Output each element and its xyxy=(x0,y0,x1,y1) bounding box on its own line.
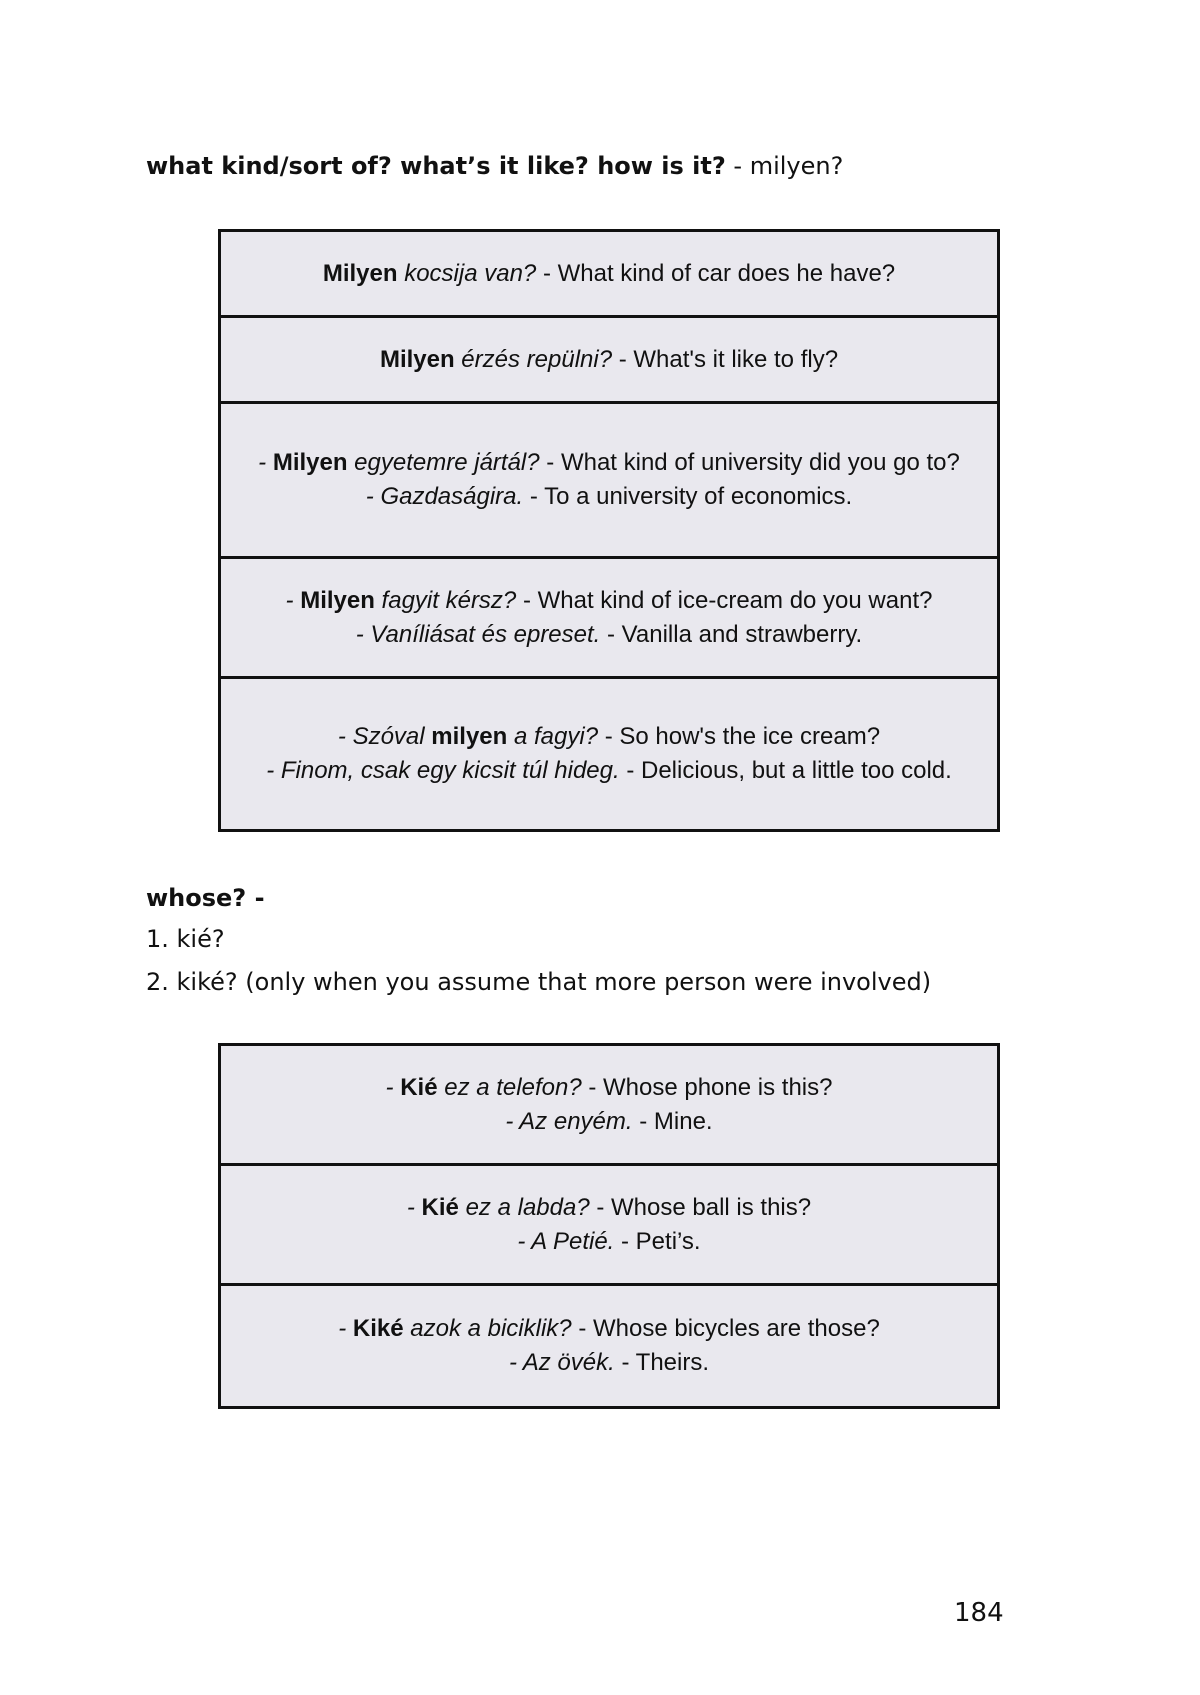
example-line xyxy=(245,1346,973,1380)
english-translation: - So how's the ice cream? xyxy=(598,723,881,750)
hungarian-text: egyetemre jártál? xyxy=(347,449,540,476)
example-row xyxy=(221,1286,997,1406)
keyword: Milyen xyxy=(379,345,455,373)
dash: - xyxy=(385,1073,401,1101)
english-translation: - Theirs. xyxy=(614,1349,710,1376)
example-line xyxy=(245,446,973,480)
list-item: 2. kiké? (only when you assume that more person were involved) xyxy=(146,968,932,996)
keyword: Kié xyxy=(421,1193,459,1221)
dash: - xyxy=(338,1315,353,1342)
example-row xyxy=(221,232,997,318)
hungarian-text: a fagyi? xyxy=(507,723,599,750)
english-translation: - What kind of university did you go to? xyxy=(539,449,960,476)
hungarian-text: - Vaníliásat és epreset. xyxy=(355,620,601,648)
hungarian-text: azok a biciklik? xyxy=(403,1315,572,1342)
example-line xyxy=(245,1071,973,1105)
english-translation: - What kind of car does he have? xyxy=(536,259,896,287)
english-translation: - To a university of economics. xyxy=(523,483,853,510)
english-translation: - Mine. xyxy=(632,1107,713,1135)
example-line xyxy=(245,720,973,754)
hungarian-text: fagyit kérsz? xyxy=(374,586,517,614)
example-line xyxy=(245,1191,973,1225)
keyword: milyen xyxy=(431,723,508,750)
example-line xyxy=(245,584,973,618)
heading-bold-text: what kind/sort of? what’s it like? how is it? xyxy=(146,152,726,180)
heading-translation: - milyen? xyxy=(725,152,844,180)
english-translation: - Whose ball is this? xyxy=(589,1193,812,1221)
page-number: 184 xyxy=(954,1598,1004,1628)
keyword: Milyen xyxy=(300,586,375,614)
keyword: Milyen xyxy=(272,449,348,476)
example-row xyxy=(221,679,997,829)
example-line xyxy=(245,618,973,652)
hungarian-text-prefix: - Szóval xyxy=(337,723,432,750)
example-row xyxy=(221,1166,997,1286)
english-translation: - What's it like to fly? xyxy=(612,345,839,373)
dash: - xyxy=(285,586,301,614)
dash: - xyxy=(406,1193,422,1221)
example-line xyxy=(245,343,973,377)
example-row xyxy=(221,559,997,679)
english-translation: - Whose phone is this? xyxy=(581,1073,833,1101)
examples-table-milyen xyxy=(218,229,1000,832)
english-translation: - Vanilla and strawberry. xyxy=(600,620,863,648)
english-translation: - Peti’s. xyxy=(614,1227,701,1255)
example-row xyxy=(221,404,997,559)
hungarian-text: érzés repülni? xyxy=(454,345,613,373)
keyword: Kié xyxy=(400,1073,438,1101)
example-line xyxy=(245,1225,973,1259)
dash: - xyxy=(258,449,273,476)
hungarian-text: - Gazdaságira. xyxy=(365,483,524,510)
examples-table-kie xyxy=(218,1043,1000,1409)
hungarian-text: kocsija van? xyxy=(397,259,537,287)
hungarian-text: - Az övék. xyxy=(508,1349,615,1376)
section-heading-milyen xyxy=(146,152,843,181)
example-line xyxy=(245,1312,973,1346)
example-line xyxy=(245,480,973,514)
english-translation: - What kind of ice-cream do you want? xyxy=(516,586,933,614)
hungarian-text: ez a labda? xyxy=(458,1193,590,1221)
keyword: Kiké xyxy=(352,1315,404,1342)
keyword: Milyen xyxy=(322,259,398,287)
hungarian-text: - Finom, csak egy kicsit túl hideg. xyxy=(266,757,620,784)
hungarian-text: - Az enyém. xyxy=(505,1107,633,1135)
english-translation: - Whose bicycles are those? xyxy=(571,1315,880,1342)
english-translation: - Delicious, but a little too cold. xyxy=(619,757,952,784)
list-item: 1. kié? xyxy=(146,925,225,953)
example-line xyxy=(245,754,973,788)
hungarian-text: - A Petié. xyxy=(517,1227,615,1255)
example-line xyxy=(245,257,973,291)
example-row xyxy=(221,1046,997,1166)
section-heading-whose xyxy=(146,884,265,913)
hungarian-text: ez a telefon? xyxy=(437,1073,582,1101)
example-line xyxy=(245,1105,973,1139)
example-row xyxy=(221,318,997,404)
heading-bold-text: whose? - xyxy=(146,884,265,912)
